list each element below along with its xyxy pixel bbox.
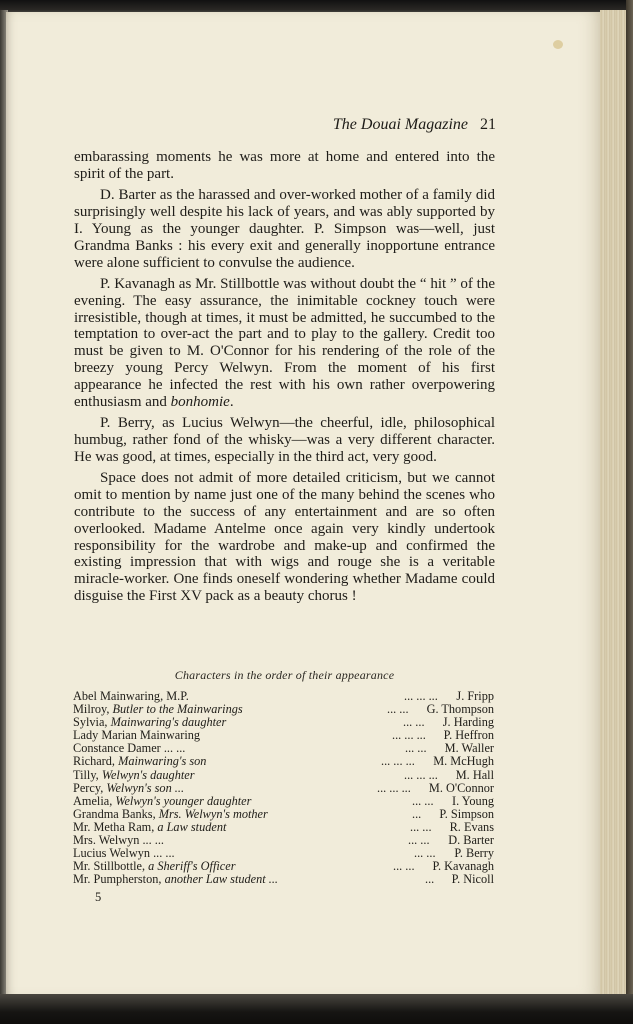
paragraph: Space does not admit of more detailed criticism, but we cannot omit to mention by name just one of the many behind the scenes who contribute to the success of any entertainment and are so often overlooked. Madame Antelme once again very kindly undertook responsibility for the wardrobe and make-up and confirmed the existing impression that with wigs and rouge she is a veritable miracle-worker. One finds oneself wondering whether Madame could disguise the First XV pack as a beauty chorus ! — [74, 470, 495, 605]
scan-border-bottom — [0, 994, 633, 1024]
magazine-title: The Douai Magazine — [332, 116, 468, 133]
actor-name: P. Berry — [454, 846, 494, 861]
character-description: Mainwaring's daughter — [110, 715, 227, 730]
signature-mark: 5 — [95, 890, 102, 904]
character-description: Mainwaring's son — [118, 754, 207, 769]
dot-leader: ... ... — [387, 702, 409, 717]
dot-leader: ... ... ... — [404, 689, 438, 703]
book-spine — [626, 0, 633, 1024]
dot-leader: ... ... ... — [381, 754, 415, 769]
character-description: a Law student — [157, 819, 227, 834]
character-name: Amelia, Welwyn's younger daughter — [73, 793, 252, 808]
cast-row — [73, 808, 494, 821]
dot-leader: ... ... — [408, 833, 430, 848]
character-description: a Sheriff's Officer — [148, 859, 236, 874]
character-description: Mrs. Welwyn's mother — [158, 806, 268, 821]
actor-name: J. Harding — [442, 715, 494, 730]
paragraph: D. Barter as the harassed and over-worked mother of a family did surprisingly well despite his lack of years, and was ably supported by I. Young as the younger daughter. P. Simpson was—well, just Grandma Banks : his every exit and generally inopportune entrance were alone sufficient to convulse the audience. — [74, 187, 495, 271]
running-header — [300, 116, 496, 134]
dot-leader: ... ... — [393, 859, 415, 874]
dot-leader: ... ... ... — [404, 767, 438, 782]
actor-name: D. Barter — [448, 833, 494, 848]
character-name: Sylvia, Mainwaring's daughter — [73, 715, 227, 730]
dot-leader: ... ... ... — [392, 728, 426, 743]
actor-name: M. Waller — [444, 741, 494, 756]
character-name: Percy, Welwyn's son ... — [73, 780, 185, 795]
dot-leader: ... ... — [410, 819, 432, 834]
cast-list-heading: Characters in the order of their appearance — [174, 668, 395, 682]
character-name: Abel Mainwaring, M.P. — [73, 689, 189, 703]
character-name: Milroy, Butler to the Mainwarings — [73, 702, 243, 717]
article-body — [74, 149, 495, 609]
dot-leader: ... — [425, 872, 435, 887]
actor-name: J. Fripp — [456, 689, 494, 703]
character-name: Grandma Banks, Mrs. Welwyn's mother — [73, 806, 268, 821]
cast-list — [73, 690, 494, 886]
paragraph: embarassing moments he was more at home and entered into the spirit of the part. — [74, 149, 495, 182]
dot-leader: ... ... — [414, 846, 436, 861]
actor-name: P. Heffron — [443, 728, 494, 743]
italic-word: bonhomie — [170, 393, 230, 410]
character-description: another Law student ... — [164, 872, 278, 887]
cast-row — [73, 795, 494, 808]
character-name: Lady Marian Mainwaring — [73, 728, 201, 743]
actor-name: P. Simpson — [439, 806, 494, 821]
character-description: Welwyn's son ... — [106, 780, 185, 795]
actor-name: G. Thompson — [426, 702, 494, 717]
paragraph: P. Kavanagh as Mr. Stillbottle was without doubt the “ hit ” of the evening. The easy assurance, the inimitable cockney touch were irresistible, though at times, it must be admitted, he succumbed to the temptation to over-act the part and to play to the gallery. Credit too must be given to M. O'Connor for his rendering of the role of the breezy young Percy Welwyn. From the moment of his first appearance he infected the rest with his own rather overpowering enthusiasm and bonhomie. — [74, 275, 495, 410]
cast-row — [73, 873, 494, 886]
character-name: Mrs. Welwyn ... ... — [73, 833, 165, 848]
character-name: Mr. Pumpherston, another Law student ... — [73, 872, 278, 887]
actor-name: P. Nicoll — [451, 872, 494, 887]
dot-leader: ... ... — [405, 741, 427, 756]
actor-name: M. O'Connor — [428, 780, 494, 795]
dot-leader: ... ... — [412, 793, 434, 808]
actor-name: P. Kavanagh — [432, 859, 494, 874]
actor-name: R. Evans — [449, 819, 494, 834]
character-name: Mr. Metha Ram, a Law student — [73, 819, 227, 834]
page-number: 21 — [480, 116, 496, 133]
character-description: Welwyn's daughter — [101, 767, 195, 782]
actor-name: M. Hall — [455, 767, 494, 782]
character-description: Butler to the Mainwarings — [112, 702, 243, 717]
dot-leader: ... ... — [403, 715, 425, 730]
dot-leader: ... ... ... — [377, 780, 411, 795]
character-name: Lucius Welwyn ... ... — [73, 846, 175, 861]
character-name: Richard, Mainwaring's son — [73, 754, 207, 769]
paragraph: P. Berry, as Lucius Welwyn—the cheerful, idle, philosophical humbug, rather fond of the whisky—was a very different character. He was good, at times, especially in the third act, very good. — [74, 415, 495, 465]
actor-name: I. Young — [451, 793, 494, 808]
character-name: Tilly, Welwyn's daughter — [73, 767, 195, 782]
character-name: Constance Damer ... ... — [73, 741, 186, 756]
actor-name: M. McHugh — [433, 754, 494, 769]
paper-stain — [553, 40, 563, 49]
character-description: Welwyn's younger daughter — [115, 793, 252, 808]
character-name: Mr. Stillbottle, a Sheriff's Officer — [73, 859, 236, 874]
dot-leader: ... — [412, 806, 422, 821]
